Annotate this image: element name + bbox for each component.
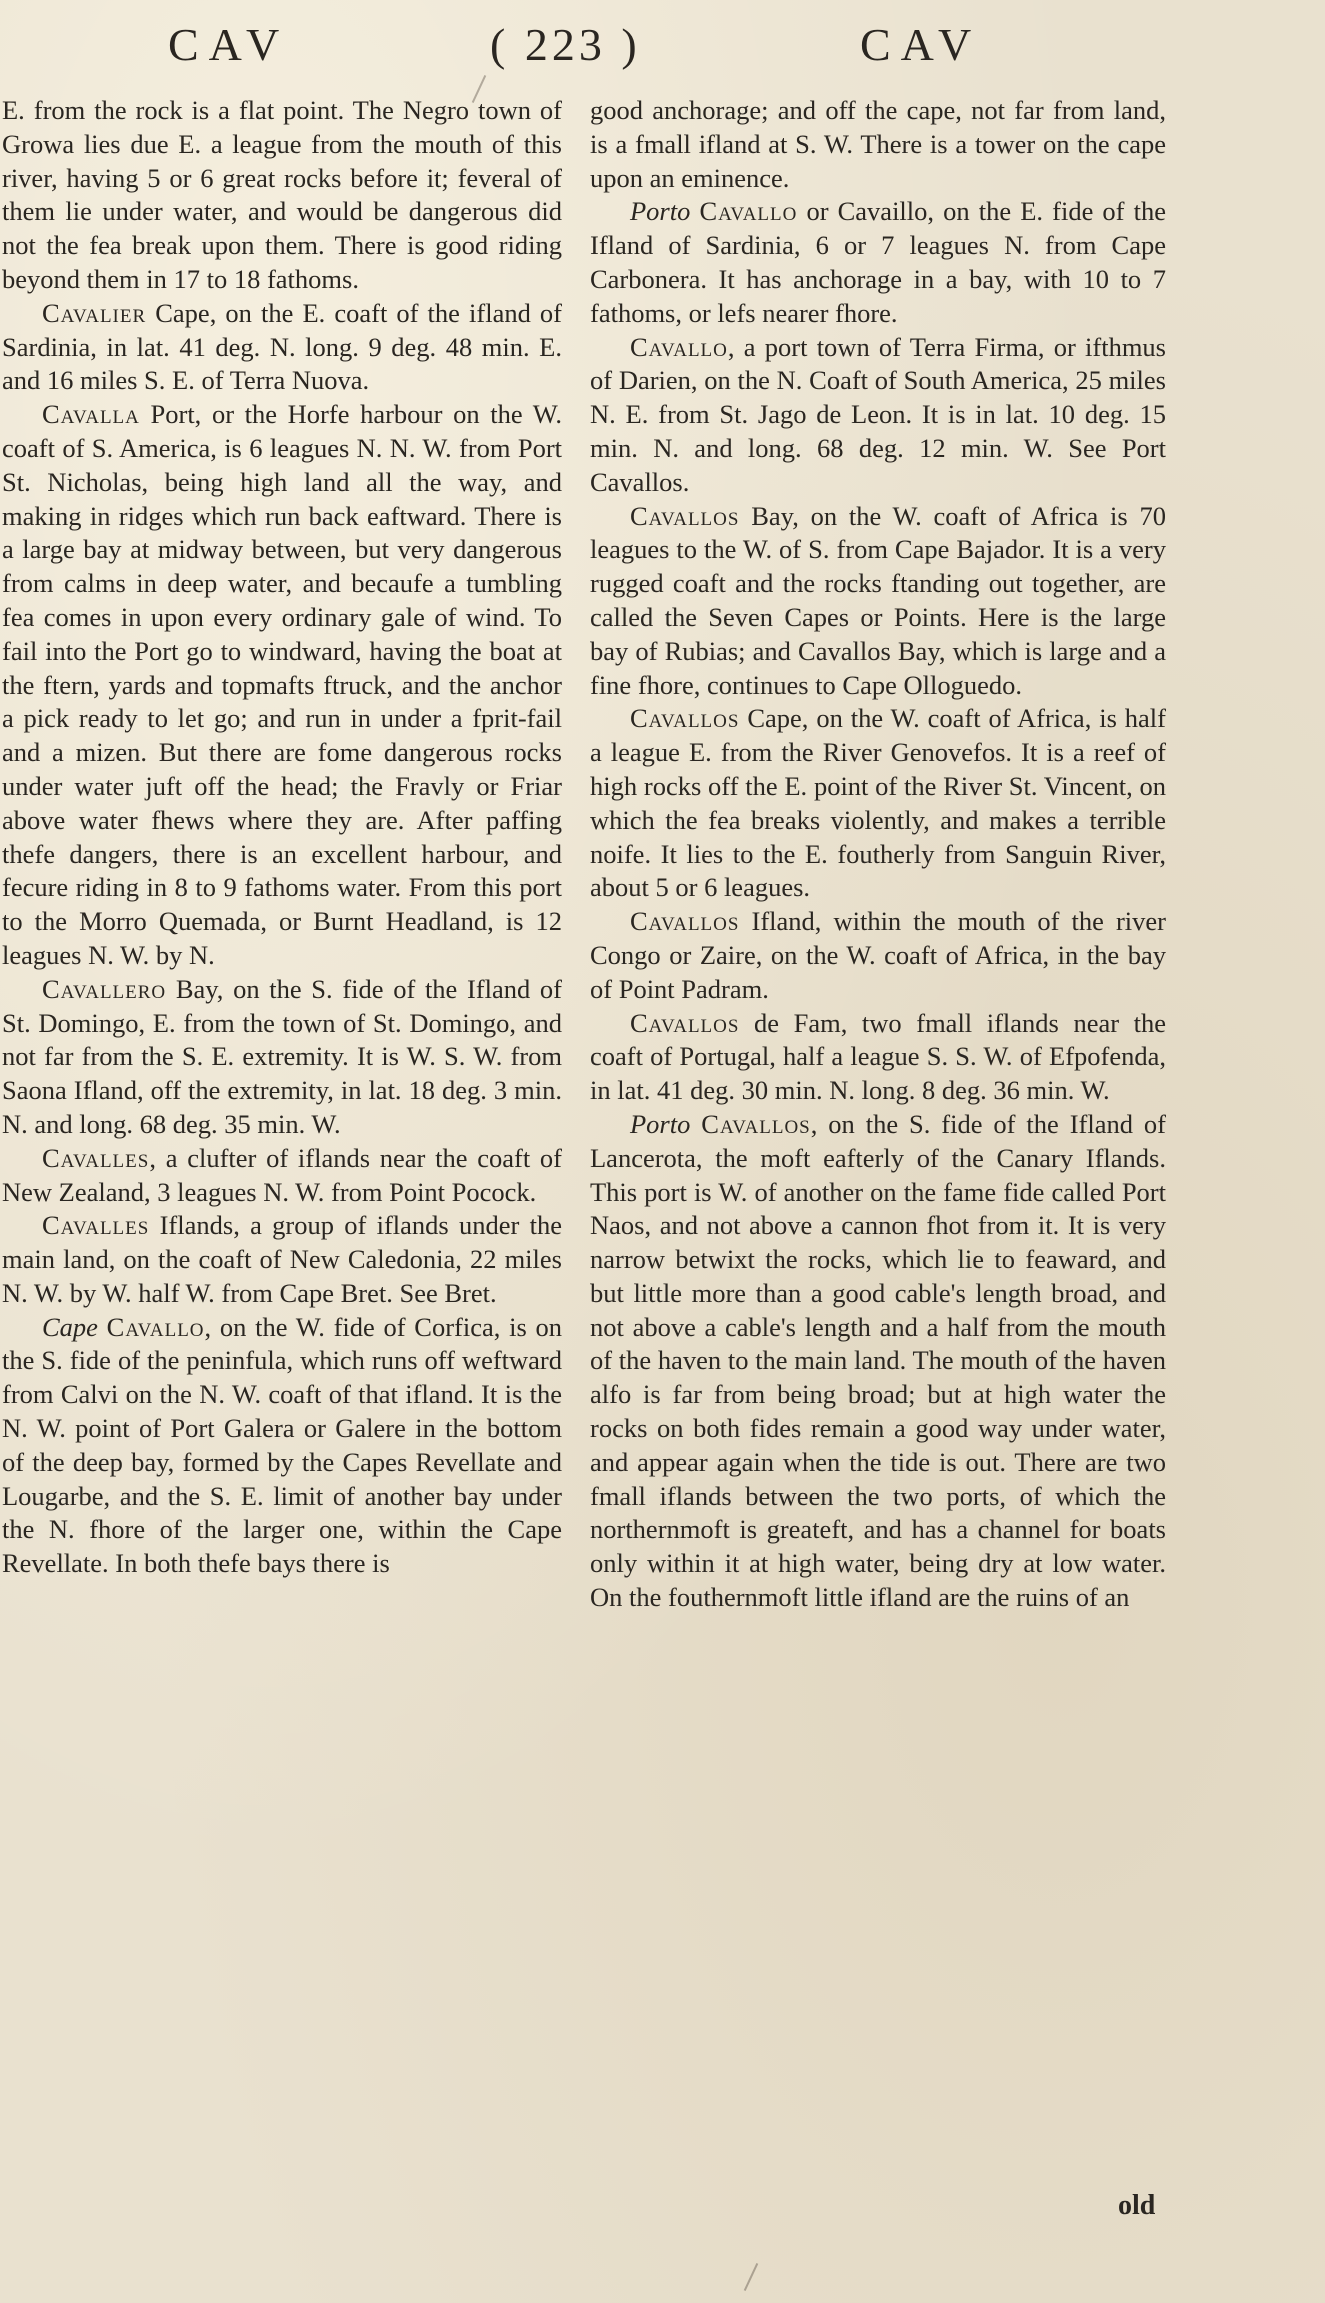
catchword: old <box>1118 2190 1156 2221</box>
page-number: ( 223 ) <box>490 19 641 70</box>
entry-headword: Cavalla <box>42 399 140 430</box>
entry-headword: Cavallo <box>699 196 798 227</box>
entry-porto-cavallo: Porto Cavallo or Cavaillo, on the E. fide of the Ifland of Sardinia, 6 or 7 leagues N. from Cape Carbonera. It has anchorage in a bay, with 10 to 7 fathoms, or lefs nearer fhore. <box>590 196 1166 328</box>
entry-prefix: Porto <box>630 1108 702 1139</box>
entry-headword: Cavalier <box>42 297 147 328</box>
running-head-right: CAV <box>860 19 982 70</box>
pen-mark <box>744 2263 758 2291</box>
entry-headword: Cavalles <box>42 1210 150 1241</box>
entry-headword: Cavallos <box>630 703 740 734</box>
entry-headword: Cavalles <box>42 1142 150 1173</box>
entry-porto-cavallos: Porto Cavallos, on the S. fide of the Ifland of Lancerota, the moft eafterly of the Canary Iflands. This port is W. of another on the fame fide called Port Naos, and not above a cannon fhot from it. It is very narrow betwixt the rocks, which lie to feaward, and but little more than a good cable's length broad, and not above a cable's length and a half from the mouth of the haven to the main land. The mouth of the haven alfo is far from being broad; but at high water the rocks on both fides remain a good way under water, and appear again when the tide is out. There are two fmall iflands between the two ports, of which the northernmoft is greateft, and has a channel for boats only within it at high water, being dry at low water. On the fouthernmoft little ifland are the ruins of an <box>590 1108 1166 1613</box>
entry-headword: Cavallo <box>630 331 728 362</box>
entry-cavalles-islands: Cavalles Iflands, a group of iflands under the main land, on the coaft of New Caledonia, 22 miles N. W. by W. half W. from Cape Bret. See Bret. <box>2 1210 562 1308</box>
entry-cavallos-cape: Cavallos Cape, on the W. coaft of Africa, is half a league E. from the River Genovefos. It is a reef of high rocks off the E. point of the River St. Vincent, on which the fea breaks violently, and makes a terrible noife. It lies to the E. foutherly from Sanguin River, about 5 or 6 leagues. <box>590 703 1166 903</box>
entry-headword: Cavallos <box>630 500 740 531</box>
entry-cavalla-port: Cavalla Port, or the Horfe harbour on the W. coaft of S. America, is 6 leagues N. N. W. from Port St. Nicholas, being high land all the way, and making in ridges which run back eaftward. There is a large bay at midway between, but very dangerous from calms in deep water, and becaufe a tumbling fea comes in upon every ordinary gale of wind. To fail into the Port go to windward, having the boat at the ftern, yards and topmafts ftruck, and the anchor a pick ready to let go; and run in under a fprit-fail and a mizen. But there are fome dangerous rocks under water juft off the head; the Fravly or Friar above water fhews where they are. After paffing thefe dangers, there is an excellent harbour, and fecure riding in 8 to 9 fathoms water. From this port to the Morro Quemada, or Burnt Headland, is 12 leagues N. W. by N. <box>2 399 562 970</box>
entry-continuation: good anchorage; and off the cape, not far from land, is a fmall ifland at S. W. There is a tower on the cape upon an eminence. <box>590 95 1166 193</box>
entry-prefix: Cape <box>42 1311 107 1342</box>
entry-cavallo-port-town: Cavallo, a port town of Terra Firma, or ifthmus of Darien, on the N. Coaft of South America, 25 miles N. E. from St. Jago de Leon. It is in lat. 10 deg. 15 min. N. and long. 68 deg. 12 min. W. See Port Cavallos. <box>590 331 1166 497</box>
entry-cavalles: Cavalles, a clufter of iflands near the coaft of New Zealand, 3 leagues N. W. from Point Pocock. <box>2 1142 562 1207</box>
entry-cape-cavallo: Cape Cavallo, on the W. fide of Corfica, is on the S. fide of the peninfula, which runs off weftward from Calvi on the N. W. coaft of that ifland. It is the N. W. point of Port Galera or Galere in the bottom of the deep bay, formed by the Capes Revellate and Lougarbe, and the S. E. limit of another bay under the N. fhore of the larger one, within the Cape Revellate. In both thefe bays there is <box>2 1311 563 1579</box>
entry-cavallos-island: Cavallos Ifland, within the mouth of the river Congo or Zaire, on the W. coaft of Africa, in the bay of Point Padram. <box>590 906 1166 1004</box>
entry-cavalier-cape: Cavalier Cape, on the E. coaft of the ifland of Sardinia, in lat. 41 deg. N. long. 9 deg. 48 min. E. and 16 miles S. E. of Terra Nuova. <box>2 297 562 396</box>
entry-continuation: E. from the rock is a flat point. The Negro town of Growa lies due E. a league from the mouth of this river, having 5 or 6 great rocks before it; feveral of them lie under water, and would be dangerous did not the fea break upon them. There is good riding beyond them in 17 to 18 fathoms. <box>2 95 562 294</box>
entry-cavallos-bay: Cavallos Bay, on the W. coaft of Africa is 70 leagues to the W. of S. from Cape Bajador. It is a very rugged coaft and the rocks ftanding out together, are called the Seven Capes or Points. Here is the large bay of Rubias; and Cavallos Bay, which is large and a fine fhore, continues to Cape Olloguedo. <box>590 500 1166 700</box>
running-head-left: CAV <box>168 19 290 70</box>
entry-cavallos-de-fam: Cavallos de Fam, two fmall iflands near the coaft of Portugal, half a league S. S. W. of Efpofenda, in lat. 41 deg. 30 min. N. long. 8 deg. 36 min. W. <box>590 1007 1166 1106</box>
right-column <box>590 94 1166 1615</box>
entry-headword: Cavallos <box>630 906 740 937</box>
entry-cavallero-bay: Cavallero Bay, on the S. fide of the Ifland of St. Domingo, E. from the town of St. Domingo, and not far from the S. E. extremity. It is W. S. W. from Saona Ifland, off the extremity, in lat. 18 deg. 3 min. N. and long. 68 deg. 35 min. W. <box>2 973 562 1139</box>
entry-prefix: Porto <box>630 196 700 227</box>
running-head <box>0 18 1325 78</box>
entry-headword: Cavallos <box>701 1108 811 1139</box>
left-column <box>2 94 562 1581</box>
entry-headword: Cavallero <box>42 973 167 1004</box>
entry-headword: Cavallos <box>630 1007 740 1038</box>
entry-headword: Cavallo <box>106 1311 205 1342</box>
